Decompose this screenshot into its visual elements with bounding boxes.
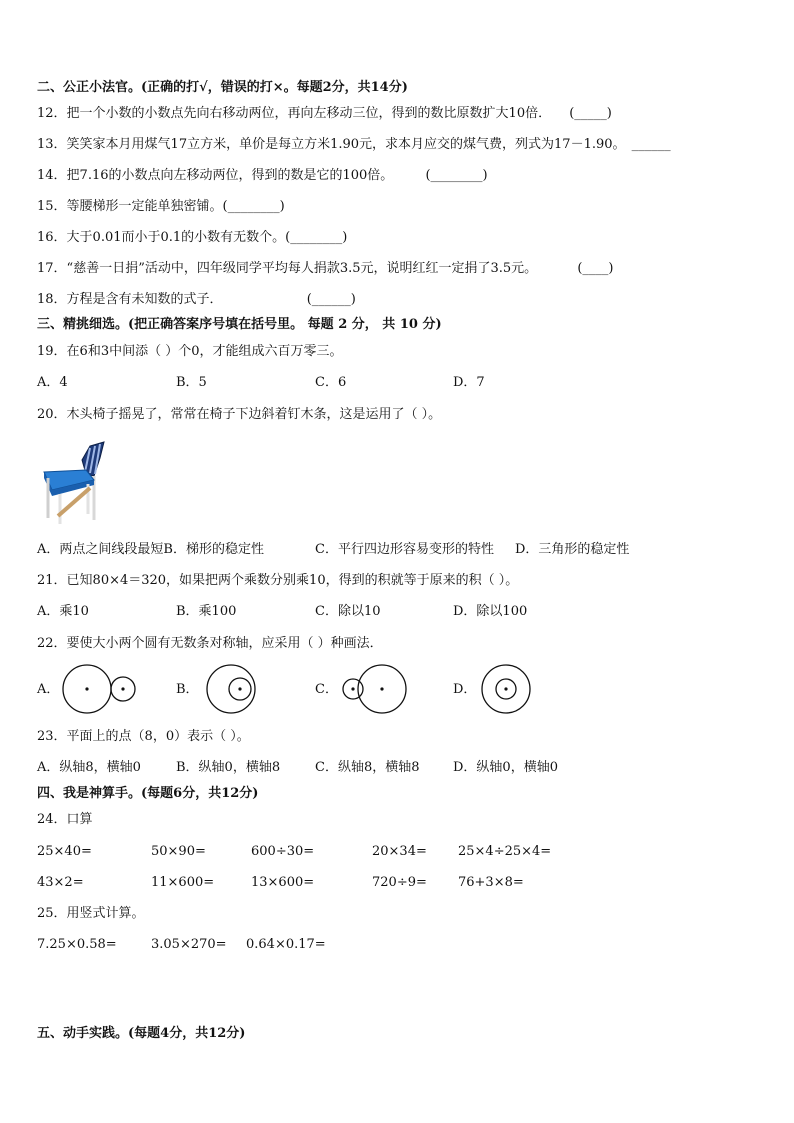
- q19-option-c[interactable]: C．6: [315, 375, 347, 390]
- q22-figure-a: [62, 664, 140, 714]
- q24-item: 25×4÷25×4=: [458, 844, 552, 859]
- q18-answer-blank[interactable]: (______): [306, 292, 356, 307]
- q24-item: 11×600=: [151, 875, 215, 890]
- q20-option-d[interactable]: D．三角形的稳定性: [515, 542, 630, 557]
- q24-item: 76+3×8=: [458, 875, 524, 890]
- q23-option-c[interactable]: C．纵轴8，横轴8: [315, 760, 420, 775]
- question-24-title: 24．口算: [37, 812, 93, 827]
- q22-figure-d: [481, 664, 533, 714]
- q22-option-d[interactable]: D．: [453, 682, 477, 697]
- q21-option-c[interactable]: C．除以10: [315, 604, 381, 619]
- q24-item: 600÷30=: [251, 844, 315, 859]
- q22-option-a[interactable]: A．: [37, 682, 60, 697]
- q20-option-a-b[interactable]: A．两点之间线段最短B．梯形的稳定性: [37, 542, 264, 557]
- q20-option-c[interactable]: C．平行四边形容易变形的特性: [315, 542, 494, 557]
- q24-item: 50×90=: [151, 844, 206, 859]
- q25-item: 0.64×0.17=: [246, 937, 326, 952]
- section-4-heading: 四、我是神算手。(每题6分，共12分): [37, 786, 259, 801]
- q19-option-d[interactable]: D．7: [453, 375, 485, 390]
- section-3-heading: 三、精挑细选。(把正确答案序号填在括号里。 每题 2 分， 共 10 分): [37, 317, 442, 332]
- q12-answer-blank[interactable]: (_____): [569, 106, 612, 121]
- q21-option-a[interactable]: A．乘10: [37, 604, 89, 619]
- chair-illustration: [38, 440, 110, 528]
- question-15: 15．等腰梯形一定能单独密铺。(________): [37, 199, 285, 214]
- q23-option-d[interactable]: D．纵轴0，横轴0: [453, 760, 558, 775]
- q23-option-a[interactable]: A．纵轴8，横轴0: [37, 760, 141, 775]
- q23-option-b[interactable]: B．纵轴0，横轴8: [176, 760, 281, 775]
- q19-option-b[interactable]: B．5: [176, 375, 207, 390]
- q25-item: 3.05×270=: [151, 937, 227, 952]
- q13-text: 13．笑笑家本月用煤气17立方米，单价是每立方米1.90元，求本月应交的煤气费，列式为17－1.90。: [37, 137, 626, 152]
- question-22-stem: 22．要使大小两个圆有无数条对称轴，应采用（ ）种画法．: [37, 636, 383, 651]
- section-5-heading: 五、动手实践。(每题4分，共12分): [37, 1026, 246, 1041]
- q24-item: 20×34=: [372, 844, 427, 859]
- question-13: [37, 137, 671, 153]
- question-19-stem: 19．在6和3中间添（ ）个0，才能组成六百万零三。: [37, 344, 343, 359]
- q17-answer-blank[interactable]: (____): [577, 261, 614, 276]
- q24-item: 43×2=: [37, 875, 84, 890]
- q19-option-a[interactable]: A．4: [37, 375, 68, 390]
- q24-item: 25×40=: [37, 844, 92, 859]
- q22-option-c[interactable]: C．: [315, 682, 338, 697]
- q14-text: 14．把7.16的小数点向左移动两位，得到的数是它的100倍。: [37, 168, 394, 183]
- question-21-stem: 21．已知80×4＝320，如果把两个乘数分别乘10，得到的积就等于原来的积（ ）。: [37, 573, 519, 588]
- q17-text: 17．“慈善一日捐”活动中，四年级同学平均每人捐款3.5元，说明红红一定捐了3.5元。: [37, 261, 538, 276]
- q21-option-d[interactable]: D．除以100: [453, 604, 528, 619]
- question-14: [37, 168, 488, 184]
- q24-item: 720÷9=: [372, 875, 427, 890]
- question-23-stem: 23．平面上的点（8，0）表示（ ）。: [37, 729, 250, 744]
- question-17: [37, 261, 613, 277]
- q22-figure-b: [206, 664, 258, 714]
- question-20-stem: 20．木头椅子摇晃了，常常在椅子下边斜着钉木条，这是运用了（ ）。: [37, 407, 442, 422]
- question-12: [37, 106, 612, 122]
- q18-text: 18．方程是含有未知数的式子．: [37, 292, 223, 307]
- question-16: 16．大于0.01而小于0.1的小数有无数个。(________): [37, 230, 348, 245]
- q22-figure-c: [342, 664, 410, 714]
- q22-option-b[interactable]: B．: [176, 682, 199, 697]
- q12-text: 12．把一个小数的小数点先向右移动两位，再向左移动三位，得到的数比原数扩大10倍．: [37, 106, 552, 121]
- q14-answer-blank[interactable]: (________): [425, 168, 488, 183]
- question-18: [37, 292, 356, 308]
- question-25-title: 25．用竖式计算。: [37, 906, 145, 921]
- section-2-heading: 二、公正小法官。(正确的打√，错误的打×。每题2分，共14分): [37, 80, 408, 95]
- q21-option-b[interactable]: B．乘100: [176, 604, 237, 619]
- q13-answer-blank[interactable]: ______: [631, 137, 671, 152]
- q24-item: 13×600=: [251, 875, 315, 890]
- q25-item: 7.25×0.58=: [37, 937, 117, 952]
